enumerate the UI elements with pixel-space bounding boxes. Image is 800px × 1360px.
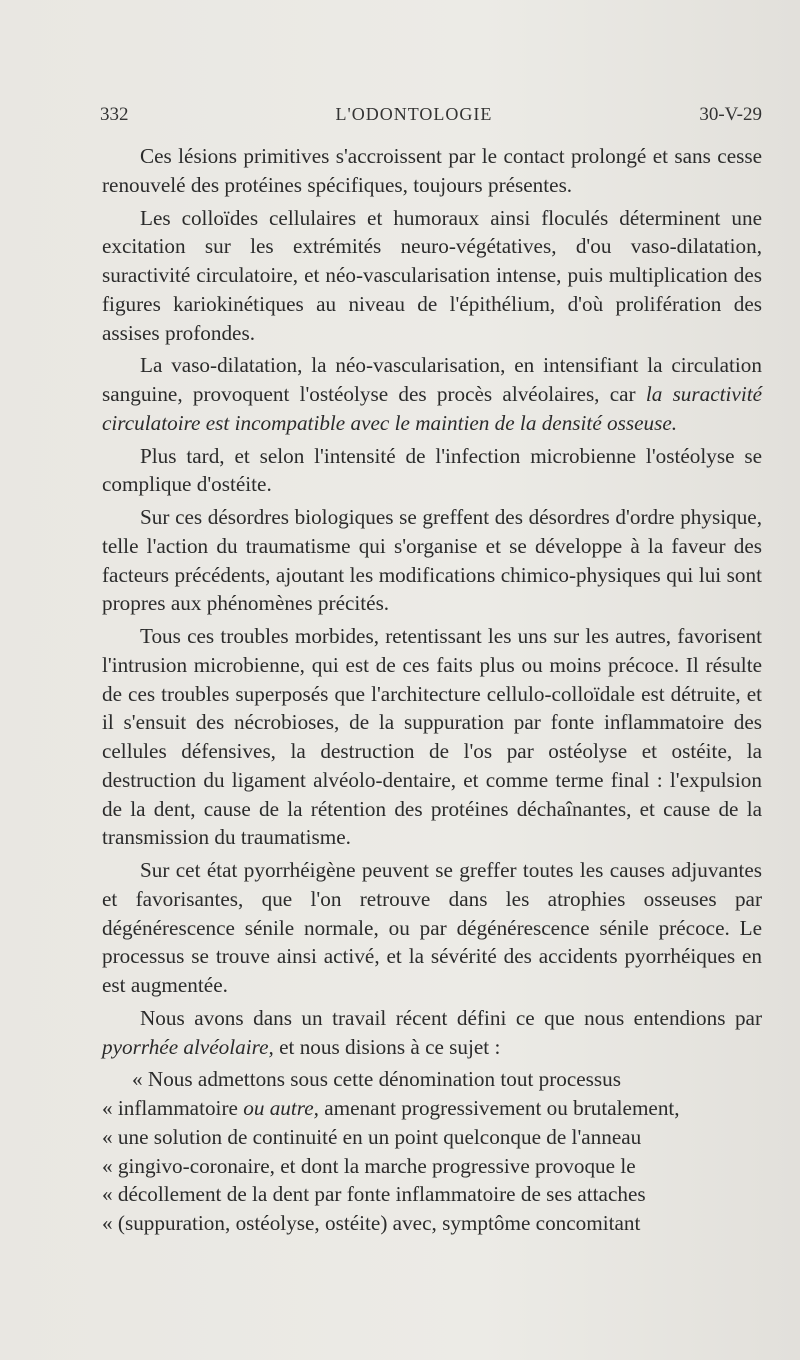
- quote-line-2: [102, 1094, 762, 1123]
- paragraph-6: Tous ces troubles morbides, retentissant les uns sur les autres, favorisent l'intrusion microbienne, qui est de ces faits plus ou moins précoce. Il résulte de ces troubles superposés que l'architecture cellulo-colloïdale est détruite, et il s'ensuit des nécrobioses, de la suppuration par fonte inflammatoire des cellules défensives, la destruction de l'os par ostéolyse et ostéite, la destruction du ligament alvéolo-dentaire, et comme terme final : l'expulsion de la dent, cause de la rétention des protéines déchaînantes, et cause de la transmission du traumatisme.: [102, 624, 762, 850]
- paragraph-8-text-b: et nous disions à ce sujet :: [273, 1034, 501, 1059]
- quote-line-3: « une solution de continuité en un point quelconque de l'anneau: [102, 1124, 642, 1149]
- quote-line-5: « décollement de la dent par fonte inflammatoire de ses attaches: [102, 1182, 646, 1207]
- quote-line-2-a: « inflammatoire: [102, 1096, 244, 1120]
- issue-date: 30-V-29: [699, 104, 762, 125]
- running-header: [100, 104, 762, 126]
- paragraph-8-text-a: Nous avons dans un travail récent défini ce que nous entendions par: [140, 1005, 762, 1030]
- page-number: 332: [100, 104, 129, 125]
- paragraph-8-italic: pyorrhée alvéolaire,: [102, 1034, 274, 1059]
- quote-line-6: « (suppuration, ostéolyse, ostéite) avec, symptôme concomitant: [102, 1211, 641, 1235]
- journal-title: L'ODONTOLOGIE: [335, 104, 493, 124]
- paragraph-1: Ces lésions primitives s'accroissent par le contact prolongé et sans cesse renouvelé des protéines spécifiques, toujours présentes.: [102, 144, 762, 197]
- quote-line-2-italic: ou autre,: [243, 1096, 319, 1120]
- paragraph-2: Les colloïdes cellulaires et humoraux ainsi floculés déterminent une excitation sur les extrémités neuro-végétatives, d'ou vaso-dilatation, suractivité circulatoire, et néo-vascularisation intense, puis multiplication des figures kariokinétiques au niveau de l'épithélium, d'où prolifération des assises profondes.: [102, 205, 762, 345]
- paragraph-8: [102, 1004, 762, 1062]
- paragraph-3: [102, 351, 762, 437]
- block-quote: [102, 1065, 762, 1238]
- quote-line-2-b: amenant progressivement ou brutalement,: [318, 1096, 680, 1120]
- quote-line-4: « gingivo-coronaire, et dont la marche progressive provoque le: [102, 1153, 636, 1178]
- paragraph-3-text: La vaso-dilatation, la néo-vascularisation, en intensifiant la circulation sanguine, provoquent l'ostéolyse des procès alvéolaires, car: [102, 353, 762, 406]
- paragraph-5: Sur ces désordres biologiques se greffent des désordres d'ordre physique, telle l'action du traumatisme qui s'organise et se développe à la faveur des facteurs précédents, ajoutant les modifications chimico-physiques qui lui sont propres aux phénomènes précités.: [102, 505, 762, 616]
- article-body: [102, 142, 762, 1238]
- paragraph-4: Plus tard, et selon l'intensité de l'infection microbienne l'ostéolyse se complique d'ostéite.: [102, 443, 762, 497]
- quote-line-1: « Nous admettons sous cette dénomination tout processus: [132, 1067, 622, 1092]
- paragraph-7: Sur cet état pyorrhéigène peuvent se greffer toutes les causes adjuvantes et favorisantes, que l'on retrouve dans les atrophies osseuses par dégénérescence sénile normale, ou par dégénérescence sénile précoce. Le processus se trouve ainsi activé, et la sévérité des accidents pyorrhéiques en est augmentée.: [102, 858, 762, 997]
- paragraph-3-italic: la suractivité circulatoire est incompatible avec le maintien de la densité osseuse.: [102, 382, 763, 435]
